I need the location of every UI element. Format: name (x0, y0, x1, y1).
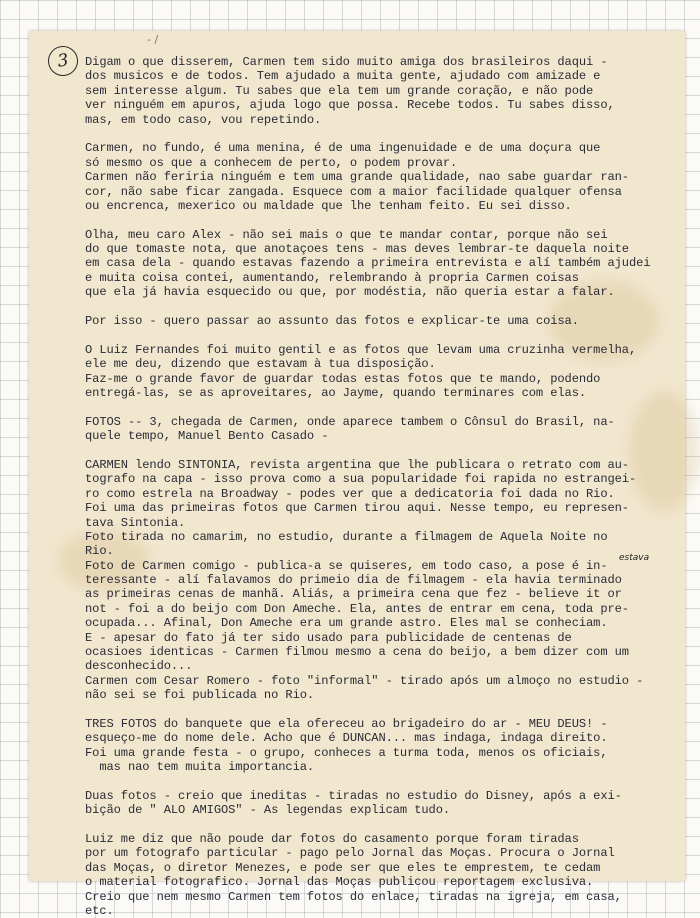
text-line: sem interesse algum. Tu sabes que ela tem um grande coração, e não pode (85, 83, 594, 98)
text-line: Foto tirada no camarim, no estudio, durante a filmagem de Aquela Noite no (85, 529, 608, 544)
text-line: Carmen com Cesar Romero - foto "informal" - tirado após um almoço no estudio - (85, 673, 644, 688)
text-line: por um fotografo particular - pago pelo Jornal das Moças. Procura o Jornal (85, 846, 615, 861)
paper-sheet (29, 31, 685, 918)
text-line: ro como estrela na Broadway - podes ver que a dedicatoria foi dada no Rio. (85, 486, 615, 501)
text-line: dos musicos e de todos. Tem ajudado a muita gente, ajudado com amizade e (85, 69, 601, 84)
paragraph (85, 458, 675, 703)
text-line: bição de " ALO AMIGOS" - As legendas explicam tudo. (85, 803, 451, 818)
text-line: entregá-las, se as aproveitares, ao Jayme, quando terminares com elas. (85, 385, 587, 400)
paragraph (85, 415, 675, 444)
paragraph (85, 789, 675, 818)
text-line: cor, não sabe ficar zangada. Esquece com a maior facilidade qualquer ofensa (85, 184, 622, 199)
paragraph (85, 55, 675, 127)
paragraph-gap (85, 444, 675, 458)
text-line: Duas fotos - creio que ineditas - tiradas no estudio do Disney, após a exi- (85, 788, 622, 803)
text-line: Foi uma das primeiras fotos que Carmen tirou aqui. Nesse tempo, eu represen- (85, 501, 629, 516)
text-line: TRES FOTOS do banquete que ela ofereceu ao brigadeiro do ar - MEU DEUS! - (85, 716, 608, 731)
text-line: ou encrenca, mexerico ou maldade que lhe tenham feito. Eu sei disso. (85, 198, 572, 213)
text-line: ele me deu, dizendo que estavam à tua disposição. (85, 357, 436, 372)
paragraph (85, 717, 675, 775)
text-line: O Luiz Fernandes foi muito gentil e as fotos que levam uma cruzinha vermelha, (85, 342, 637, 357)
text-line: as primeiras cenas de manhã. Aliás, a primeira cena que fez - believe it or (85, 587, 622, 602)
text-line: teressante - alí falavamos do primeio dia de filmagem - ela havia terminado (85, 573, 622, 588)
pencil-mark: - / (147, 33, 159, 46)
text-line: do que tomaste nota, que anotaçoes tens - mas deves lembrar-te daquela noite (85, 242, 629, 257)
text-line: Carmen não feriria ninguém e tem uma grande qualidade, nao sabe guardar ran- (85, 170, 629, 185)
text-line: FOTOS -- 3, chegada de Carmen, onde aparece tambem o Cônsul do Brasil, na- (85, 414, 615, 429)
text-line: Carmen, no fundo, é uma menina, é de uma ingenuidade e de uma doçura que (85, 141, 601, 156)
text-line: não sei se foi publicada no Rio. (85, 688, 315, 703)
text-line: o material fotografico. Jornal das Moças publicou reportagem exclusiva. (85, 875, 594, 890)
text-line: ocupada... Afinal, Don Ameche era um grande astro. Eles mal se conheciam. (85, 616, 608, 631)
text-line: tava Sintonia. (85, 515, 186, 530)
paragraph-gap (85, 400, 675, 414)
text-line: CARMEN lendo SINTONIA, revista argentina que lhe publicara o retrato com au- (85, 457, 629, 472)
paragraph (85, 314, 675, 328)
text-line: mas, em todo caso, vou repetindo. (85, 112, 322, 127)
text-line: em casa dela - quando estavas fazendo a primeira entrevista e alí também ajudei (85, 256, 651, 271)
text-line: Por isso - quero passar ao assunto das fotos e explicar-te uma coisa. (85, 314, 579, 329)
text-line: not - foi a do beijo com Don Ameche. Ela, antes de entrar em cena, toda pre- (85, 601, 629, 616)
paragraph-gap (85, 127, 675, 141)
text-line: E - apesar do fato já ter sido usado para publicidade de centenas de (85, 630, 572, 645)
text-line: que ela já havia esquecido ou que, por modéstia, não queria estar a falar. (85, 285, 615, 300)
text-line: só mesmo os que a conhecem de perto, o podem provar. (85, 155, 458, 170)
paragraph (85, 228, 675, 300)
paragraph-gap (85, 213, 675, 227)
text-line: Foto de Carmen comigo - publica-a se quiseres, em todo caso, a pose é in- (85, 558, 608, 573)
text-line: tografo na capa - isso prova como a sua popularidade foi rapida no estrangei- (85, 472, 637, 487)
letter-body (85, 55, 675, 918)
text-line: e muita coisa contei, aumentando, relembrando à propria Carmen coisas (85, 270, 579, 285)
paragraph (85, 832, 675, 918)
text-line: ver ninguém em apuros, ajuda logo que possa. Recebe todos. Tu sabes disso, (85, 98, 615, 113)
text-line: etc. (85, 904, 114, 918)
text-line: desconhecido... (85, 659, 193, 674)
paragraph (85, 343, 675, 401)
text-line: Rio. (85, 544, 114, 559)
paragraph-gap (85, 300, 675, 314)
paragraph-gap (85, 818, 675, 832)
text-line: Digam o que disserem, Carmen tem sido muito amiga dos brasileiros daqui - (85, 55, 608, 69)
text-line: mas nao tem muita importancia. (85, 760, 315, 775)
text-line: Faz-me o grande favor de guardar todas estas fotos que te mando, podendo (85, 371, 601, 386)
text-line: esqueço-me do nome dele. Acho que é DUNCAN... mas indaga, indaga direito. (85, 731, 608, 746)
text-line: Creio que nem mesmo Carmen tem fotos do enlace, tiradas na igreja, em casa, (85, 889, 622, 904)
text-line: Luiz me diz que não poude dar fotos do casamento porque foram tiradas (85, 832, 579, 847)
handwritten-annotation: estava (619, 553, 650, 563)
text-line: ocasioes identicas - Carmen filmou mesmo a cena do beijo, a bem dizer com um (85, 645, 629, 660)
text-line: Olha, meu caro Alex - não sei mais o que te mandar contar, porque não sei (85, 227, 608, 242)
paragraph (85, 141, 675, 213)
paragraph-gap (85, 775, 675, 789)
page-number: 3 (46, 44, 80, 78)
paragraph-gap (85, 703, 675, 717)
text-line: quele tempo, Manuel Bento Casado - (85, 429, 329, 444)
text-line: Foi uma grande festa - o grupo, conheces a turma toda, menos os oficiais, (85, 745, 608, 760)
paragraph-gap (85, 328, 675, 342)
text-line: das Moças, o diretor Menezes, e pode ser que eles te emprestem, te cedam (85, 860, 601, 875)
